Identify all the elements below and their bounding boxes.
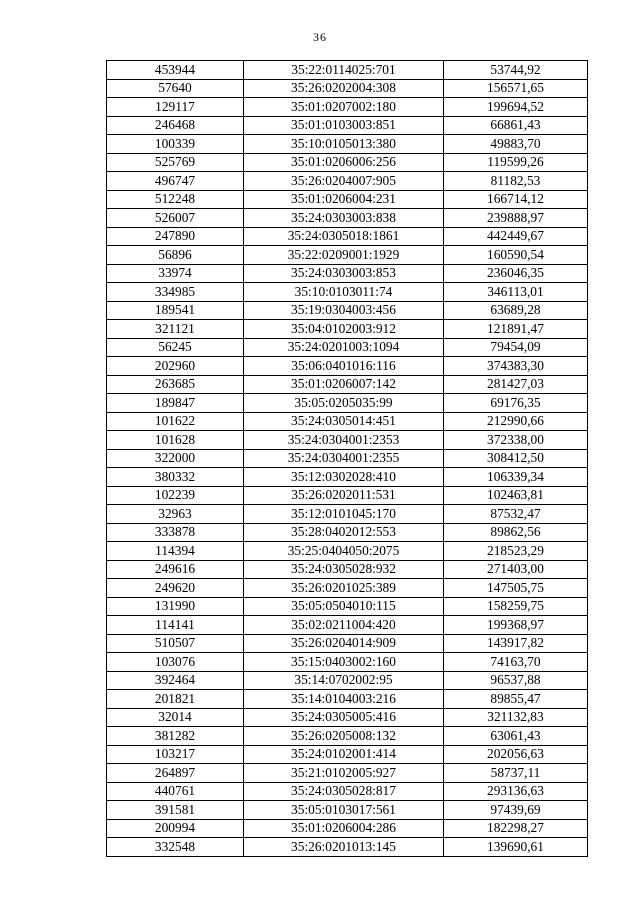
value-cell: 89862,56 — [444, 523, 588, 542]
table-row — [107, 190, 588, 209]
table-row — [107, 79, 588, 98]
cadastral-number-cell: 35:26:0201013:145 — [244, 838, 444, 857]
value-cell: 97439,69 — [444, 801, 588, 820]
record-number-cell: 332548 — [107, 838, 244, 857]
cadastral-number-cell: 35:26:0204014:909 — [244, 634, 444, 653]
cadastral-number-cell: 35:26:0204007:905 — [244, 172, 444, 191]
value-cell: 202056,63 — [444, 745, 588, 764]
record-number-cell: 453944 — [107, 61, 244, 80]
record-number-cell: 334985 — [107, 283, 244, 302]
table-row — [107, 745, 588, 764]
value-cell: 147505,75 — [444, 579, 588, 598]
value-cell: 156571,65 — [444, 79, 588, 98]
table-row — [107, 468, 588, 487]
cadastral-number-cell: 35:01:0103003:851 — [244, 116, 444, 135]
record-number-cell: 440761 — [107, 782, 244, 801]
cadastral-number-cell: 35:01:0206004:231 — [244, 190, 444, 209]
record-number-cell: 32014 — [107, 708, 244, 727]
value-cell: 218523,29 — [444, 542, 588, 561]
record-number-cell: 263685 — [107, 375, 244, 394]
value-cell: 63061,43 — [444, 727, 588, 746]
cadastral-number-cell: 35:10:0103011:74 — [244, 283, 444, 302]
cadastral-number-cell: 35:05:0504010:115 — [244, 597, 444, 616]
value-cell: 236046,35 — [444, 264, 588, 283]
table-row — [107, 782, 588, 801]
cadastral-number-cell: 35:25:0404050:2075 — [244, 542, 444, 561]
cadastral-number-cell: 35:28:0402012:553 — [244, 523, 444, 542]
value-cell: 74163,70 — [444, 653, 588, 672]
cadastral-number-cell: 35:22:0114025:701 — [244, 61, 444, 80]
record-number-cell: 512248 — [107, 190, 244, 209]
value-cell: 119599,26 — [444, 153, 588, 172]
table-row — [107, 153, 588, 172]
table-row — [107, 209, 588, 228]
record-number-cell: 103217 — [107, 745, 244, 764]
value-cell: 182298,27 — [444, 819, 588, 838]
table-row — [107, 560, 588, 579]
cadastral-number-cell: 35:12:0101045:170 — [244, 505, 444, 524]
table-row — [107, 320, 588, 339]
value-cell: 293136,63 — [444, 782, 588, 801]
record-number-cell: 189541 — [107, 301, 244, 320]
value-cell: 106339,34 — [444, 468, 588, 487]
value-cell: 102463,81 — [444, 486, 588, 505]
record-number-cell: 333878 — [107, 523, 244, 542]
record-number-cell: 56245 — [107, 338, 244, 357]
table-row — [107, 357, 588, 376]
record-number-cell: 496747 — [107, 172, 244, 191]
cadastral-number-cell: 35:24:0303003:853 — [244, 264, 444, 283]
record-number-cell: 101622 — [107, 412, 244, 431]
value-cell: 346113,01 — [444, 283, 588, 302]
record-number-cell: 131990 — [107, 597, 244, 616]
record-number-cell: 103076 — [107, 653, 244, 672]
table-row — [107, 412, 588, 431]
cadastral-number-cell: 35:24:0102001:414 — [244, 745, 444, 764]
cadastral-number-cell: 35:24:0304001:2355 — [244, 449, 444, 468]
table-row — [107, 227, 588, 246]
cadastral-number-cell: 35:24:0201003:1094 — [244, 338, 444, 357]
value-cell: 166714,12 — [444, 190, 588, 209]
cadastral-number-cell: 35:02:0211004:420 — [244, 616, 444, 635]
record-number-cell: 202960 — [107, 357, 244, 376]
record-number-cell: 114394 — [107, 542, 244, 561]
value-cell: 143917,82 — [444, 634, 588, 653]
record-number-cell: 57640 — [107, 79, 244, 98]
record-number-cell: 33974 — [107, 264, 244, 283]
cadastral-number-cell: 35:22:0209001:1929 — [244, 246, 444, 265]
table-body — [107, 61, 588, 857]
table-row — [107, 671, 588, 690]
value-cell: 308412,50 — [444, 449, 588, 468]
value-cell: 81182,53 — [444, 172, 588, 191]
record-number-cell: 102239 — [107, 486, 244, 505]
table-row — [107, 597, 588, 616]
record-number-cell: 392464 — [107, 671, 244, 690]
record-number-cell: 247890 — [107, 227, 244, 246]
table-row — [107, 431, 588, 450]
cadastral-number-cell: 35:26:0201025:389 — [244, 579, 444, 598]
cadastral-number-cell: 35:26:0202011:531 — [244, 486, 444, 505]
cadastral-number-cell: 35:01:0206007:142 — [244, 375, 444, 394]
table-row — [107, 690, 588, 709]
value-cell: 239888,97 — [444, 209, 588, 228]
table-row — [107, 283, 588, 302]
table-row — [107, 838, 588, 857]
page-number: 36 — [313, 30, 327, 44]
record-number-cell: 56896 — [107, 246, 244, 265]
cadastral-number-cell: 35:01:0206004:286 — [244, 819, 444, 838]
cadastral-number-cell: 35:24:0305028:932 — [244, 560, 444, 579]
cadastral-number-cell: 35:24:0305005:416 — [244, 708, 444, 727]
cadastral-number-cell: 35:04:0102003:912 — [244, 320, 444, 339]
cadastral-number-cell: 35:15:0403002:160 — [244, 653, 444, 672]
value-cell: 69176,35 — [444, 394, 588, 413]
value-cell: 271403,00 — [444, 560, 588, 579]
cadastral-number-cell: 35:01:0207002:180 — [244, 98, 444, 117]
value-cell: 199368,97 — [444, 616, 588, 635]
record-number-cell: 129117 — [107, 98, 244, 117]
cadastral-number-cell: 35:19:0304003:456 — [244, 301, 444, 320]
table-row — [107, 801, 588, 820]
record-number-cell: 201821 — [107, 690, 244, 709]
cadastral-number-cell: 35:24:0304001:2353 — [244, 431, 444, 450]
value-cell: 321132,83 — [444, 708, 588, 727]
cadastral-number-cell: 35:24:0305018:1861 — [244, 227, 444, 246]
value-cell: 66861,43 — [444, 116, 588, 135]
value-cell: 139690,61 — [444, 838, 588, 857]
cadastral-number-cell: 35:24:0305028:817 — [244, 782, 444, 801]
record-number-cell: 200994 — [107, 819, 244, 838]
table-row — [107, 505, 588, 524]
record-number-cell: 391581 — [107, 801, 244, 820]
table-row — [107, 394, 588, 413]
value-cell: 53744,92 — [444, 61, 588, 80]
value-cell: 281427,03 — [444, 375, 588, 394]
record-number-cell: 526007 — [107, 209, 244, 228]
value-cell: 199694,52 — [444, 98, 588, 117]
table-row — [107, 727, 588, 746]
value-cell: 87532,47 — [444, 505, 588, 524]
table-row — [107, 264, 588, 283]
table-row — [107, 338, 588, 357]
table-row — [107, 172, 588, 191]
table-row — [107, 98, 588, 117]
value-cell: 58737,11 — [444, 764, 588, 783]
value-cell: 89855,47 — [444, 690, 588, 709]
table-row — [107, 449, 588, 468]
table-row — [107, 116, 588, 135]
cadastral-number-cell: 35:05:0205035:99 — [244, 394, 444, 413]
table-row — [107, 616, 588, 635]
record-number-cell: 380332 — [107, 468, 244, 487]
table-row — [107, 819, 588, 838]
value-cell: 49883,70 — [444, 135, 588, 154]
record-number-cell: 249620 — [107, 579, 244, 598]
cadastral-number-cell: 35:24:0305014:451 — [244, 412, 444, 431]
record-number-cell: 321121 — [107, 320, 244, 339]
value-cell: 442449,67 — [444, 227, 588, 246]
cadastral-number-cell: 35:24:0303003:838 — [244, 209, 444, 228]
cadastral-number-cell: 35:10:0105013:380 — [244, 135, 444, 154]
value-cell: 372338,00 — [444, 431, 588, 450]
record-number-cell: 32963 — [107, 505, 244, 524]
register-table — [106, 60, 588, 857]
record-number-cell: 189847 — [107, 394, 244, 413]
table-row — [107, 579, 588, 598]
value-cell: 374383,30 — [444, 357, 588, 376]
record-number-cell: 246468 — [107, 116, 244, 135]
cadastral-number-cell: 35:26:0202004:308 — [244, 79, 444, 98]
cadastral-number-cell: 35:14:0702002:95 — [244, 671, 444, 690]
cadastral-number-cell: 35:21:0102005:927 — [244, 764, 444, 783]
table-row — [107, 634, 588, 653]
value-cell: 212990,66 — [444, 412, 588, 431]
value-cell: 63689,28 — [444, 301, 588, 320]
value-cell: 121891,47 — [444, 320, 588, 339]
cadastral-number-cell: 35:14:0104003:216 — [244, 690, 444, 709]
table-row — [107, 523, 588, 542]
value-cell: 158259,75 — [444, 597, 588, 616]
value-cell: 79454,09 — [444, 338, 588, 357]
table-row — [107, 135, 588, 154]
table-row — [107, 653, 588, 672]
cadastral-number-cell: 35:12:0302028:410 — [244, 468, 444, 487]
record-number-cell: 114141 — [107, 616, 244, 635]
table-row — [107, 61, 588, 80]
record-number-cell: 510507 — [107, 634, 244, 653]
record-number-cell: 525769 — [107, 153, 244, 172]
table-row — [107, 246, 588, 265]
table-row — [107, 375, 588, 394]
table-row — [107, 542, 588, 561]
table-row — [107, 486, 588, 505]
record-number-cell: 249616 — [107, 560, 244, 579]
cadastral-number-cell: 35:26:0205008:132 — [244, 727, 444, 746]
record-number-cell: 100339 — [107, 135, 244, 154]
value-cell: 160590,54 — [444, 246, 588, 265]
record-number-cell: 264897 — [107, 764, 244, 783]
record-number-cell: 101628 — [107, 431, 244, 450]
cadastral-number-cell: 35:06:0401016:116 — [244, 357, 444, 376]
record-number-cell: 322000 — [107, 449, 244, 468]
table-row — [107, 708, 588, 727]
table-row — [107, 764, 588, 783]
cadastral-number-cell: 35:01:0206006:256 — [244, 153, 444, 172]
record-number-cell: 381282 — [107, 727, 244, 746]
table-row — [107, 301, 588, 320]
value-cell: 96537,88 — [444, 671, 588, 690]
cadastral-number-cell: 35:05:0103017:561 — [244, 801, 444, 820]
